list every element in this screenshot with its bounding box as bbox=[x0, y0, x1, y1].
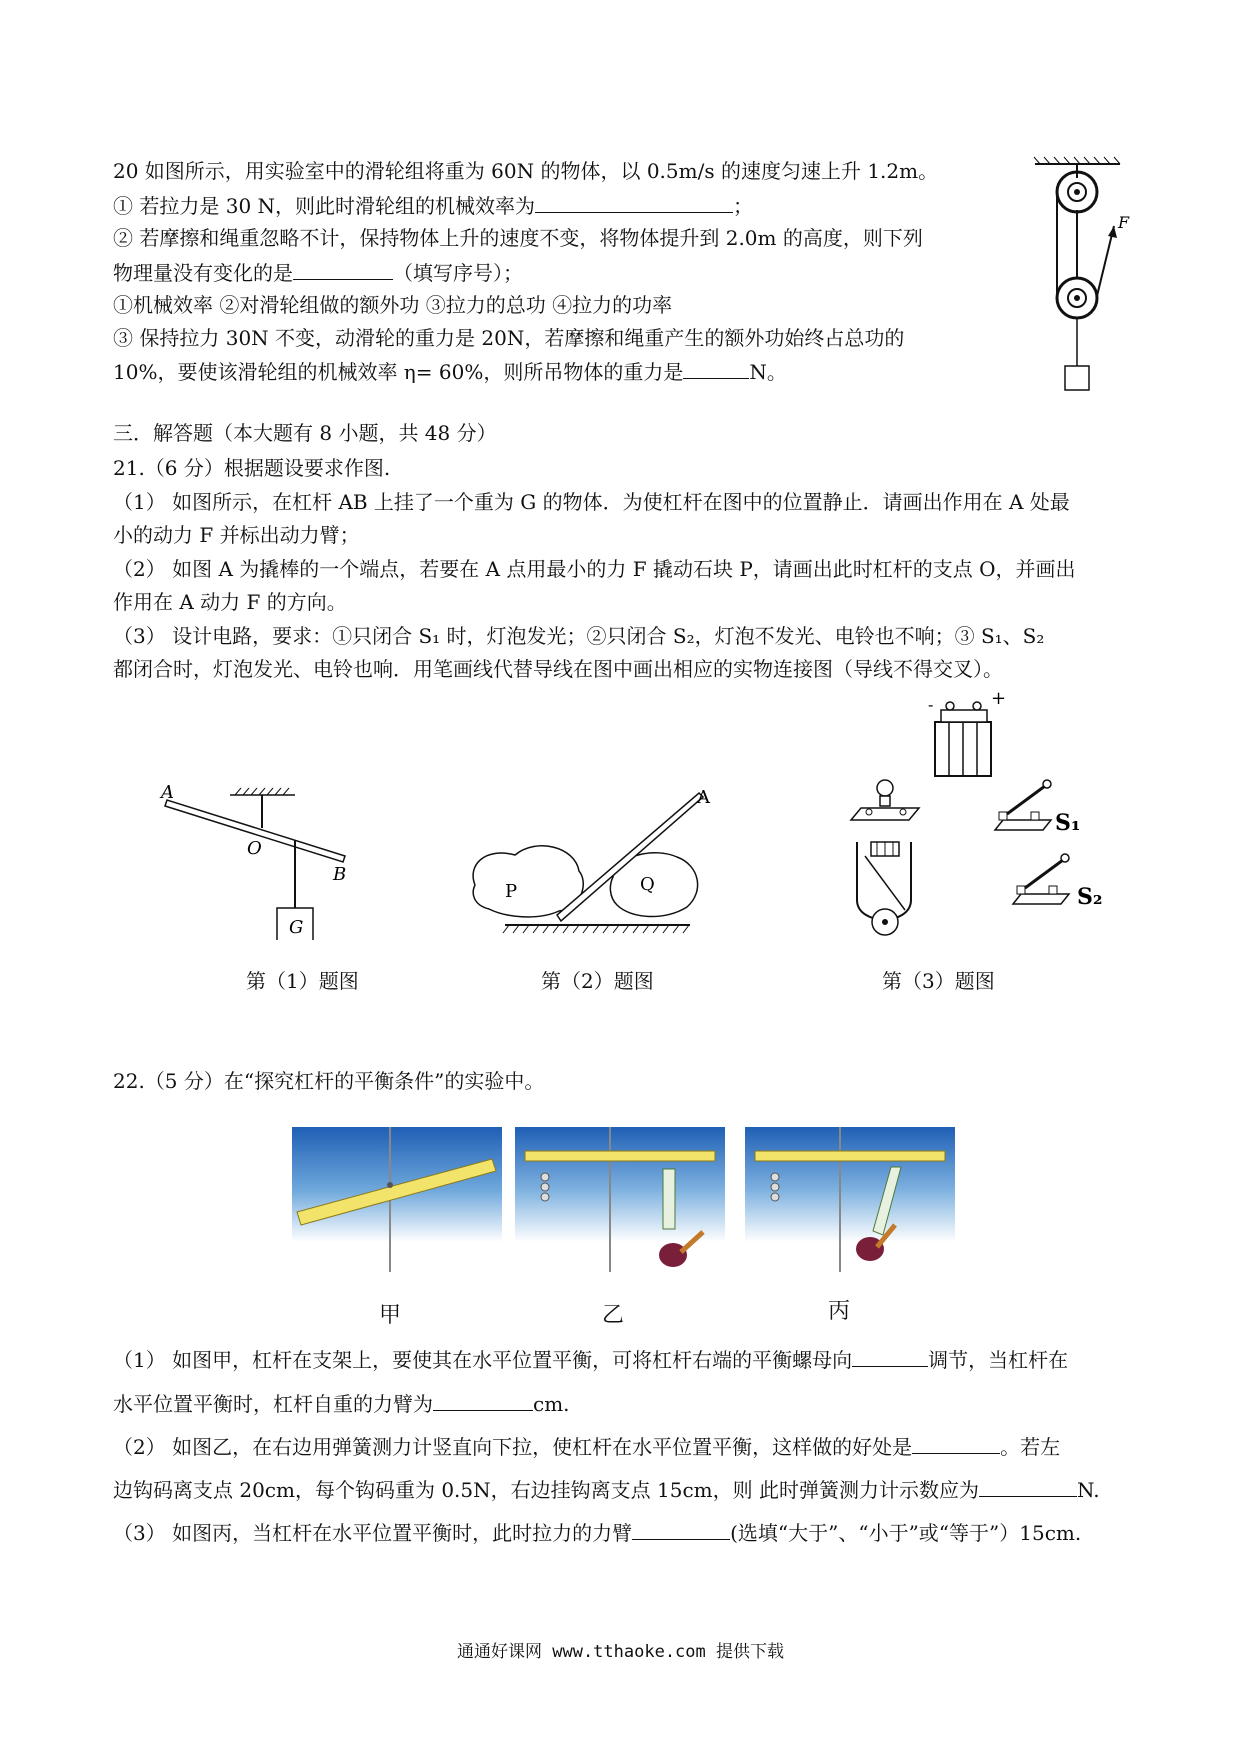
switch-s1-label: S₁ bbox=[1055, 810, 1081, 836]
q21-part3-line2: 都闭合时，灯泡发光、电铃也响．用笔画线代替导线在图中画出相应的实物连接图（导线不得交叉）。 bbox=[113, 657, 1003, 681]
answer-blank bbox=[632, 1519, 730, 1540]
q20-part3-line2: 10%，要使该滑轮组的机械效率 η= 60%，则所吊物体的重力是 N。 bbox=[113, 360, 787, 384]
pulley-system-figure bbox=[1030, 156, 1140, 396]
answer-blank bbox=[912, 1433, 1000, 1454]
negative-terminal-label: - bbox=[928, 695, 934, 714]
force-label: F bbox=[1118, 213, 1130, 232]
point-b-label: B bbox=[333, 864, 347, 885]
photo-label-yi: 乙 bbox=[602, 1303, 625, 1328]
q20-part2-line1: ② 若摩擦和绳重忽略不计，保持物体上升的速度不变，将物体提升到 2.0m 的高度，则下列 bbox=[113, 226, 923, 250]
answer-blank bbox=[852, 1346, 928, 1367]
battery bbox=[928, 690, 1006, 776]
hanging-weight bbox=[1065, 366, 1089, 390]
switch-s2 bbox=[1013, 854, 1103, 910]
q22-part3: （3） 如图丙，当杠杆在水平位置平衡时，此时拉力的力臂 (选填“大于”、“小于”或“等于”）15cm. bbox=[113, 1521, 1082, 1545]
q22-part2-line1: （2） 如图乙，在右边用弹簧测力计竖直向下拉，使杠杆在水平位置平衡，这样做的好处是 。若左 bbox=[113, 1435, 1061, 1459]
q20-part3-line1: ③ 保持拉力 30N 不变，动滑轮的重力是 20N，若摩擦和绳重产生的额外功始终占总功的 bbox=[113, 326, 905, 350]
point-a-label: A bbox=[697, 787, 710, 808]
q21-part1-line2: 小的动力 F 并标出动力臂； bbox=[113, 523, 360, 547]
q22-part2-line2: 边钩码离支点 20cm，每个钩码重为 0.5N，右边挂钩离支点 15cm，则 此时弹簧测力计示数应为 N. bbox=[113, 1478, 1100, 1502]
fig1-caption: 第（1）题图 bbox=[246, 969, 359, 993]
answer-blank bbox=[979, 1476, 1077, 1497]
switch-s1 bbox=[995, 780, 1081, 836]
q22-part1-line2: 水平位置平衡时，杠杆自重的力臂为 cm. bbox=[113, 1392, 570, 1416]
answer-blank bbox=[433, 1390, 533, 1411]
answer-blank bbox=[683, 358, 749, 379]
q20-part1: ① 若拉力是 30 N，则此时滑轮组的机械效率为 ； bbox=[113, 194, 754, 218]
rock-p-label: P bbox=[505, 881, 518, 902]
bulb bbox=[851, 780, 919, 820]
q21-part2-line1: （2） 如图 A 为撬棒的一个端点，若要在 A 点用最小的力 F 撬动石块 P，请画出此时杠杆的支点 O，并画出 bbox=[113, 557, 1076, 581]
photo-label-bing: 丙 bbox=[828, 1299, 851, 1324]
point-a-label: A bbox=[161, 782, 174, 803]
weight-g-label: G bbox=[289, 917, 304, 938]
circuit-components-figure bbox=[845, 690, 1120, 960]
answer-blank bbox=[293, 259, 393, 280]
electric-bell bbox=[857, 842, 911, 935]
rock-q-label: Q bbox=[640, 874, 655, 895]
photo-jia bbox=[292, 1127, 502, 1272]
photo-yi bbox=[515, 1127, 725, 1272]
q21-part1-line1: （1） 如图所示，在杠杆 AB 上挂了一个重为 G 的物体．为使杠杆在图中的位置静止．请画出作用在 A 处最 bbox=[113, 490, 1070, 514]
q21-part2-line2: 作用在 A 动力 F 的方向。 bbox=[113, 590, 347, 614]
positive-terminal-label: + bbox=[991, 690, 1007, 709]
lever-figure bbox=[155, 770, 375, 940]
q20-part2-line2: 物理量没有变化的是 （填写序号）； bbox=[113, 261, 523, 285]
q21-title: 21.（6 分）根据题设要求作图. bbox=[113, 456, 391, 480]
crowbar-figure bbox=[465, 785, 730, 935]
fig3-caption: 第（3）题图 bbox=[882, 969, 995, 993]
q21-part3-line1: （3） 设计电路，要求：①只闭合 S₁ 时，灯泡发光；②只闭合 S₂，灯泡不发光、电铃也不响；③ S₁、S₂ bbox=[113, 624, 1045, 648]
section-heading: 三．解答题（本大题有 8 小题，共 48 分） bbox=[113, 421, 497, 445]
page-footer: 通通好课网 www.tthaoke.com 提供下载 bbox=[457, 1642, 784, 1662]
q20-options: ①机械效率 ②对滑轮组做的额外功 ③拉力的总功 ④拉力的功率 bbox=[113, 293, 673, 317]
point-o-label: O bbox=[247, 838, 262, 859]
switch-s2-label: S₂ bbox=[1077, 884, 1103, 910]
q22-part1-line1: （1） 如图甲，杠杆在支架上，要使其在水平位置平衡，可将杠杆右端的平衡螺母向 调节，当杠杆在 bbox=[113, 1348, 1069, 1372]
photo-label-jia: 甲 bbox=[379, 1303, 402, 1328]
photo-bing bbox=[745, 1127, 955, 1272]
q20-intro: 20 如图所示，用实验室中的滑轮组将重为 60N 的物体，以 0.5m/s 的速度匀速上升 1.2m。 bbox=[113, 159, 939, 183]
fig2-caption: 第（2）题图 bbox=[541, 969, 654, 993]
answer-blank bbox=[535, 192, 733, 213]
q22-title: 22.（5 分）在“探究杠杆的平衡条件”的实验中。 bbox=[113, 1069, 545, 1093]
